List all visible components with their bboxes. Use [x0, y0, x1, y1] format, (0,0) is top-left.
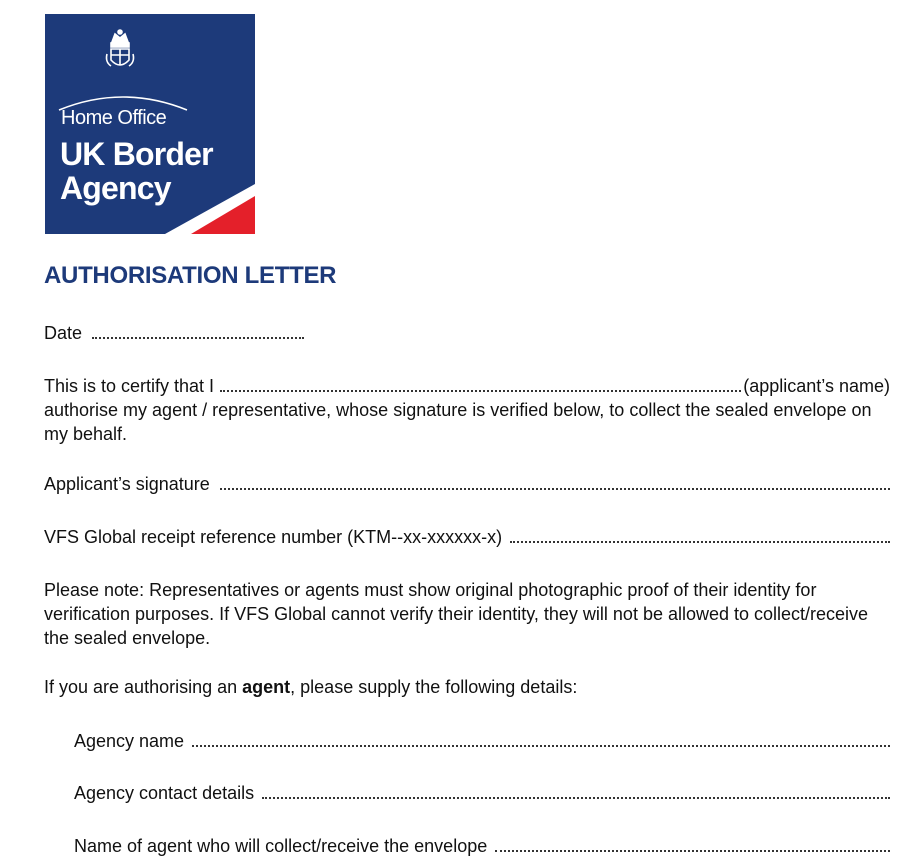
- receipt-reference-field[interactable]: [510, 527, 890, 543]
- logo-agency-text: Agency: [60, 170, 171, 206]
- logo-uk-border-text: UK Border: [60, 136, 213, 172]
- date-row: [44, 321, 324, 345]
- agent-intro-after: , please supply the following details:: [290, 677, 578, 697]
- note-paragraph: Please note: Representatives or agents must show original photographic proof of their identity for verification purposes. If VFS Global cannot verify their identity, they will not be allowed to collect/receive the sealed envelope.: [44, 580, 869, 648]
- logo-home-office-text: Home Office: [61, 107, 167, 129]
- agent-intro-bold: agent: [242, 677, 291, 697]
- certify-start-text: This is to certify that I: [44, 376, 215, 396]
- certify-first-line: [44, 374, 890, 398]
- agent-intro-before: If you are authorising an: [44, 677, 238, 697]
- agent-name-row: [74, 834, 890, 858]
- applicant-signature-field[interactable]: [220, 474, 890, 490]
- agent-name-field[interactable]: [495, 836, 890, 852]
- agency-name-label: Agency name: [74, 731, 185, 751]
- applicant-signature-row: [44, 472, 890, 496]
- receipt-reference-label: VFS Global receipt reference number (KTM--xx-xxxxxx-x): [44, 527, 503, 547]
- date-field[interactable]: [92, 323, 304, 339]
- agent-intro-paragraph: [44, 675, 890, 699]
- agency-contact-label: Agency contact details: [74, 783, 255, 803]
- date-label: Date: [44, 323, 83, 343]
- uk-border-agency-logo: [45, 14, 255, 234]
- applicant-name-field[interactable]: [220, 376, 741, 392]
- agency-contact-row: [74, 781, 890, 805]
- certify-rest-text: authorise my agent / representative, whose signature is verified below, to collect the sealed envelope on my behalf.: [44, 400, 872, 444]
- agency-name-row: [74, 729, 890, 753]
- royal-crest-icon: [103, 28, 137, 74]
- document-title: AUTHORISATION LETTER: [44, 262, 337, 289]
- certify-end-text: (applicant’s name): [743, 376, 890, 396]
- agent-name-label: Name of agent who will collect/receive the envelope: [74, 836, 488, 856]
- receipt-reference-row: [44, 525, 890, 549]
- applicant-signature-label: Applicant’s signature: [44, 474, 210, 494]
- certify-paragraph: [44, 374, 890, 446]
- agency-name-field[interactable]: [192, 731, 890, 747]
- agency-contact-field[interactable]: [262, 783, 890, 799]
